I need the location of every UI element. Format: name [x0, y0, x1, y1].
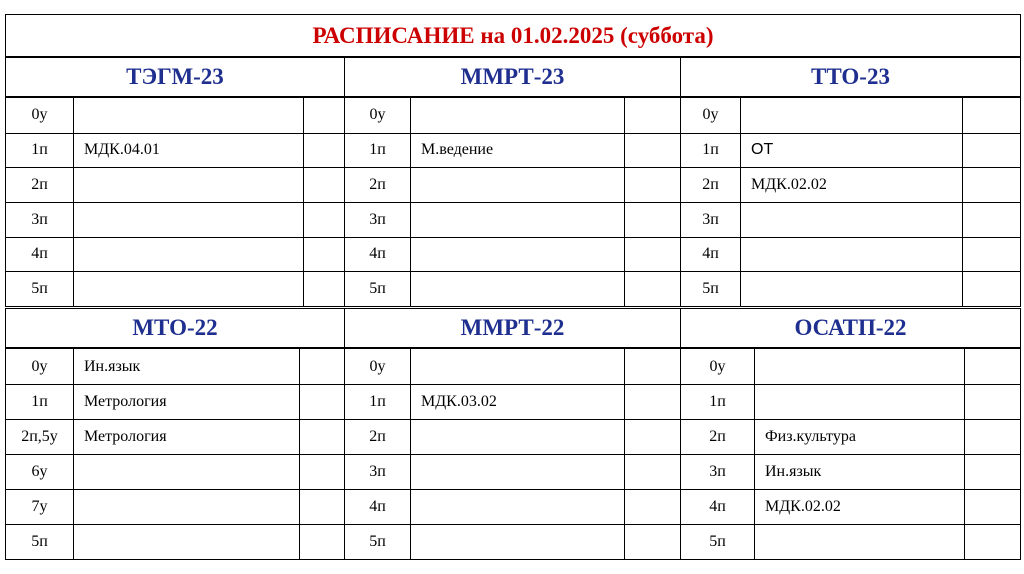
lesson-row [345, 133, 680, 168]
lesson-number: 1п [345, 134, 411, 168]
lesson-row [6, 167, 344, 202]
lesson-row [681, 237, 1020, 272]
schedule-title: РАСПИСАНИЕ на 01.02.2025 (суббота) [5, 14, 1021, 57]
lesson-row [345, 237, 680, 272]
lesson-list [681, 349, 1020, 559]
lesson-row [345, 98, 680, 133]
lesson-subject [411, 490, 625, 524]
lesson-number: 4п [681, 238, 741, 272]
lesson-subject: Метрология [74, 420, 300, 454]
lesson-number: 0у [6, 349, 74, 384]
lesson-number: 1п [681, 385, 755, 419]
lesson-subject [74, 203, 304, 237]
lesson-row [681, 271, 1020, 306]
lesson-subject [755, 385, 965, 419]
lesson-room [965, 525, 1020, 559]
lesson-subject [411, 168, 625, 202]
lesson-subject: Ин.язык [755, 455, 965, 489]
lesson-subject [411, 455, 625, 489]
lesson-room [625, 385, 680, 419]
group-title: ММРТ-23 [345, 58, 680, 98]
lesson-room [625, 490, 680, 524]
lesson-row [345, 167, 680, 202]
lesson-number: 3п [345, 203, 411, 237]
lesson-subject: ОТ [741, 134, 963, 168]
lesson-number: 3п [6, 203, 74, 237]
lesson-subject [74, 455, 300, 489]
lesson-row [345, 349, 680, 384]
lesson-subject: МДК.02.02 [741, 168, 963, 202]
lesson-room [625, 455, 680, 489]
lesson-row [681, 98, 1020, 133]
lesson-row [6, 98, 344, 133]
lesson-list [681, 98, 1020, 306]
group-block-osatp22 [680, 308, 1021, 560]
lesson-subject [411, 98, 625, 133]
lesson-number: 2п [681, 420, 755, 454]
group-title: ОСАТП-22 [681, 309, 1020, 349]
lesson-subject [411, 238, 625, 272]
lesson-number: 4п [681, 490, 755, 524]
lesson-subject [74, 525, 300, 559]
lesson-row [6, 454, 344, 489]
lesson-subject [755, 349, 965, 384]
lesson-number: 1п [345, 385, 411, 419]
lesson-subject [74, 490, 300, 524]
lesson-room [965, 385, 1020, 419]
lesson-row [681, 133, 1020, 168]
lesson-subject: МДК.02.02 [755, 490, 965, 524]
lesson-number: 5п [681, 525, 755, 559]
lesson-row [6, 271, 344, 306]
lesson-number: 0у [345, 98, 411, 133]
lesson-list [6, 349, 344, 559]
lesson-room [304, 168, 344, 202]
group-title: ТТО-23 [681, 58, 1020, 98]
lesson-row [681, 489, 1020, 524]
lesson-subject [741, 203, 963, 237]
lesson-subject [74, 168, 304, 202]
lesson-room [625, 238, 680, 272]
lesson-number: 6у [6, 455, 74, 489]
lesson-number: 1п [6, 134, 74, 168]
lesson-room [963, 134, 1020, 168]
lesson-row [6, 489, 344, 524]
lesson-room [625, 134, 680, 168]
lesson-row [6, 384, 344, 419]
group-block-tegm23 [5, 57, 345, 307]
lesson-number: 4п [345, 238, 411, 272]
lesson-number: 5п [345, 272, 411, 306]
group-block-mto22 [5, 308, 345, 560]
lesson-room [304, 134, 344, 168]
lesson-room [300, 455, 344, 489]
lesson-number: 3п [345, 455, 411, 489]
lesson-number: 5п [6, 525, 74, 559]
lesson-room [625, 525, 680, 559]
lesson-row [681, 349, 1020, 384]
lesson-room [965, 420, 1020, 454]
lesson-row [345, 524, 680, 559]
lesson-room [965, 490, 1020, 524]
lesson-room [625, 420, 680, 454]
group-block-tto23 [680, 57, 1021, 307]
group-title: ТЭГМ-23 [6, 58, 344, 98]
lesson-number: 5п [345, 525, 411, 559]
lesson-room [963, 272, 1020, 306]
lesson-room [963, 238, 1020, 272]
lesson-subject [74, 238, 304, 272]
lesson-row [6, 133, 344, 168]
lesson-number: 2п [345, 420, 411, 454]
lesson-number: 2п [345, 168, 411, 202]
lesson-number: 3п [681, 203, 741, 237]
lesson-row [345, 454, 680, 489]
lesson-room [300, 385, 344, 419]
group-title: МТО-22 [6, 309, 344, 349]
lesson-number: 2п [6, 168, 74, 202]
lesson-room [300, 420, 344, 454]
lesson-room [965, 349, 1020, 384]
lesson-number: 1п [681, 134, 741, 168]
lesson-room [304, 272, 344, 306]
lesson-room [304, 98, 344, 133]
lesson-list [345, 349, 680, 559]
lesson-room [304, 203, 344, 237]
lesson-number: 1п [6, 385, 74, 419]
lesson-subject [755, 525, 965, 559]
lesson-room [625, 98, 680, 133]
lesson-number: 0у [345, 349, 411, 384]
lesson-subject [411, 272, 625, 306]
lesson-subject: Метрология [74, 385, 300, 419]
lesson-room [300, 349, 344, 384]
lesson-row [681, 384, 1020, 419]
lesson-row [6, 237, 344, 272]
lesson-subject: М.ведение [411, 134, 625, 168]
lesson-row [681, 454, 1020, 489]
lesson-row [681, 524, 1020, 559]
lesson-subject: МДК.03.02 [411, 385, 625, 419]
lesson-row [6, 349, 344, 384]
lesson-row [345, 489, 680, 524]
lesson-subject [411, 349, 625, 384]
lesson-subject: Физ.культура [755, 420, 965, 454]
lesson-row [6, 524, 344, 559]
lesson-number: 7у [6, 490, 74, 524]
lesson-number: 2п,5у [6, 420, 74, 454]
lesson-number: 4п [6, 238, 74, 272]
lesson-subject [741, 272, 963, 306]
lesson-row [345, 271, 680, 306]
lesson-subject [411, 203, 625, 237]
lesson-row [6, 419, 344, 454]
lesson-number: 0у [681, 98, 741, 133]
lesson-row [345, 384, 680, 419]
lesson-room [965, 455, 1020, 489]
lesson-row [6, 202, 344, 237]
lesson-subject: МДК.04.01 [74, 134, 304, 168]
lesson-subject: Ин.язык [74, 349, 300, 384]
lesson-room [963, 168, 1020, 202]
lesson-room [625, 272, 680, 306]
lesson-room [625, 349, 680, 384]
lesson-subject [411, 420, 625, 454]
lesson-room [963, 203, 1020, 237]
lesson-room [625, 203, 680, 237]
lesson-subject [411, 525, 625, 559]
lesson-number: 5п [6, 272, 74, 306]
lesson-room [963, 98, 1020, 133]
lesson-room [300, 525, 344, 559]
lesson-subject [74, 272, 304, 306]
lesson-room [625, 168, 680, 202]
lesson-row [345, 419, 680, 454]
lesson-row [681, 202, 1020, 237]
group-title: ММРТ-22 [345, 309, 680, 349]
lesson-room [300, 490, 344, 524]
lesson-subject [74, 98, 304, 133]
lesson-number: 0у [6, 98, 74, 133]
lesson-row [681, 419, 1020, 454]
lesson-row [681, 167, 1020, 202]
group-block-mmrt23 [344, 57, 681, 307]
lesson-number: 0у [681, 349, 755, 384]
lesson-number: 4п [345, 490, 411, 524]
lesson-row [345, 202, 680, 237]
lesson-number: 5п [681, 272, 741, 306]
lesson-list [6, 98, 344, 306]
lesson-subject [741, 238, 963, 272]
group-block-mmrt22 [344, 308, 681, 560]
lesson-number: 2п [681, 168, 741, 202]
lesson-list [345, 98, 680, 306]
lesson-number: 3п [681, 455, 755, 489]
lesson-room [304, 238, 344, 272]
lesson-subject [741, 98, 963, 133]
